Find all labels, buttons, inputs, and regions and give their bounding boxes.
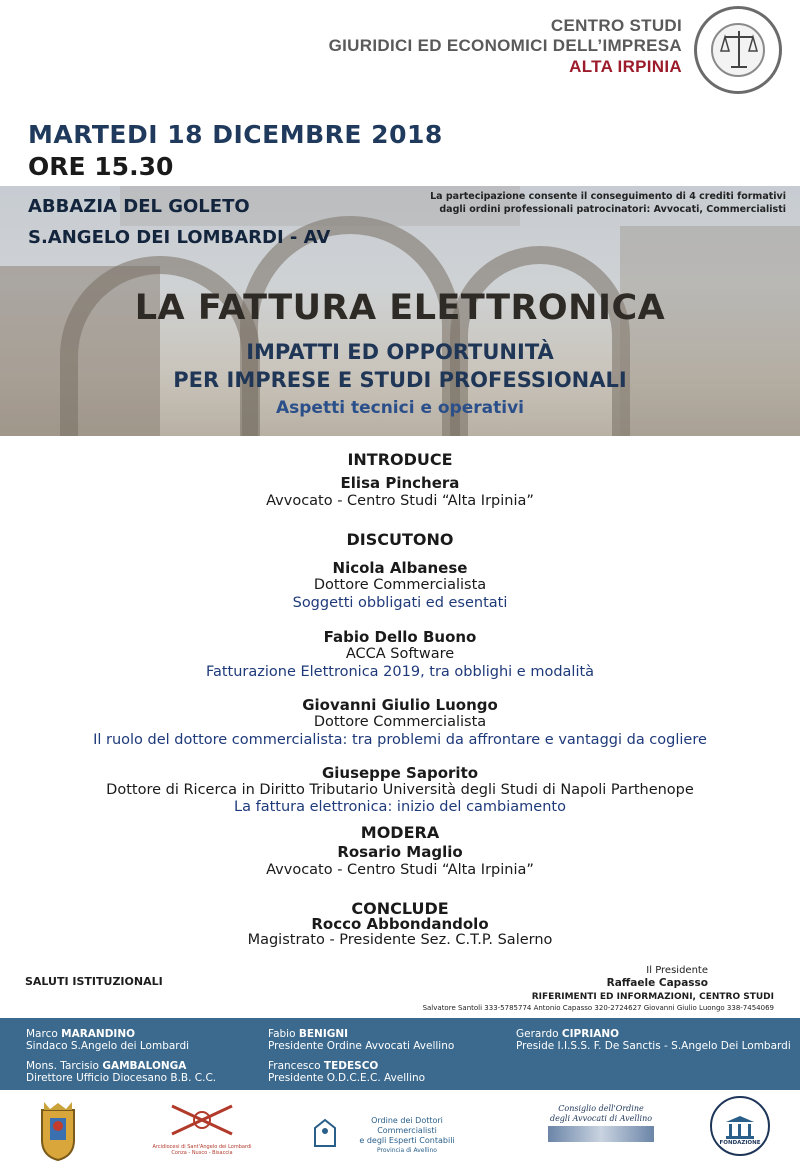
- event-title: LA FATTURA ELETTRONICA: [134, 288, 666, 328]
- bar-council-label1: Consiglio dell'Ordine: [558, 1104, 644, 1113]
- modera-name: Rosario Maglio: [337, 843, 463, 861]
- archdiocese-logo: [152, 1100, 252, 1156]
- person-first-name: Mons. Tarcisio: [26, 1060, 103, 1072]
- person-role: Sindaco S.Angelo dei Lombardi: [26, 1040, 190, 1052]
- speaker-role: Dottore Commercialista: [313, 577, 487, 593]
- event-time: ORE 15.30: [28, 152, 174, 181]
- president-label: Il Presidente: [646, 965, 708, 976]
- bar-council-logo: [548, 1104, 654, 1148]
- person-last-name: MARANDINO: [61, 1028, 136, 1040]
- person-first-name: Marco: [26, 1028, 62, 1040]
- conclude-role: Magistrato - Presidente Sez. C.T.P. Salerno: [247, 932, 553, 948]
- modera-role: Avvocato - Centro Studi “Alta Irpinia”: [266, 862, 534, 878]
- person-last-name: BENIGNI: [298, 1028, 349, 1040]
- archdiocese-label: Arcidiocesi di Sant'Angelo dei Lombardi: [152, 1144, 252, 1150]
- info-heading: RIFERIMENTI ED INFORMAZIONI, CENTRO STUDI: [531, 992, 774, 1002]
- info-contacts: Salvatore Santoli 333-5785774 Antonio Capasso 320-2724627 Giovanni Giulio Luongo 338-7454069: [422, 1004, 774, 1012]
- speaker-topic: Soggetti obbligati ed esentati: [292, 595, 508, 611]
- archdiocese-sublabel: Conza - Nusco - Bisaccia: [171, 1150, 233, 1156]
- person-role: Direttore Ufficio Diocesano B.B. C.C.: [26, 1072, 217, 1084]
- introduce-role: Avvocato - Centro Studi “Alta Irpinia”: [266, 493, 534, 509]
- temple-icon: [724, 1114, 756, 1140]
- person-role: Preside I.I.S.S. F. De Sanctis - S.Angelo Dei Lombardi: [516, 1040, 791, 1052]
- odcec-label2: e degli Esperti Contabili: [359, 1136, 455, 1145]
- centro-studi-seal-logo: [694, 6, 782, 94]
- odcec-label1: Ordine dei Dottori Commercialisti: [371, 1116, 443, 1135]
- person-last-name: CIPRIANO: [561, 1028, 620, 1040]
- person-role: Presidente O.D.C.E.C. Avellino: [268, 1072, 426, 1084]
- sponsor-logos-row: [0, 1090, 800, 1175]
- introduce-heading: INTRODUCE: [347, 450, 453, 469]
- saluti-heading: SALUTI ISTITUZIONALI: [25, 975, 163, 988]
- speaker-name: Fabio Dello Buono: [323, 628, 477, 646]
- crossed-keys-icon: [162, 1100, 242, 1140]
- scales-of-justice-icon: [719, 27, 759, 73]
- person-first-name: Fabio: [268, 1028, 299, 1040]
- conclude-heading: CONCLUDE: [351, 899, 449, 918]
- org-name-line3: ALTA IRPINIA: [569, 57, 682, 76]
- org-name-line1: CENTRO STUDI: [550, 16, 682, 35]
- discutono-heading: DISCUTONO: [346, 530, 454, 549]
- bar-council-label2: degli Avvocati di Avellino: [549, 1114, 653, 1123]
- president-signature: [607, 964, 708, 990]
- person-role: Presidente Ordine Avvocati Avellino: [268, 1040, 455, 1052]
- fondazione-label: FONDAZIONE: [719, 1140, 761, 1146]
- speaker-topic: Fatturazione Elettronica 2019, tra obblighi e modalità: [205, 664, 595, 680]
- greeting-person: [268, 1060, 425, 1084]
- event-subtitle-1: IMPATTI ED OPPORTUNITÀ: [246, 340, 554, 364]
- president-name: Raffaele Capasso: [606, 977, 708, 989]
- event-date: MARTEDI 18 DICEMBRE 2018: [28, 120, 443, 149]
- person-first-name: Francesco: [268, 1060, 324, 1072]
- greeting-person: [26, 1028, 189, 1052]
- building-icon: [312, 1116, 338, 1148]
- speaker-role: Dottore Commercialista: [313, 714, 487, 730]
- venue-name: ABBAZIA DEL GOLETO: [28, 196, 250, 217]
- person-last-name: GAMBALONGA: [102, 1060, 187, 1072]
- person-last-name: TEDESCO: [323, 1060, 379, 1072]
- speaker-name: Nicola Albanese: [332, 559, 468, 577]
- event-subtitle-2: PER IMPRESE E STUDI PROFESSIONALI: [173, 368, 627, 392]
- odcec-label3: Provincia di Avellino: [377, 1147, 437, 1154]
- org-name-line2: GIURIDICI ED ECONOMICI DELL’IMPRESA: [328, 36, 682, 55]
- speaker-topic: La fattura elettronica: inizio del cambiamento: [234, 799, 566, 815]
- greeting-person: [516, 1028, 791, 1052]
- modera-heading: MODERA: [360, 823, 440, 842]
- event-subtitle-3: Aspetti tecnici e operativi: [275, 398, 524, 418]
- credits-line2: dagli ordini professionali patrocinatori: Avvocati, Commercialisti: [439, 204, 786, 215]
- greeting-person: [26, 1060, 216, 1084]
- municipal-coat-of-arms-icon: [38, 1100, 78, 1162]
- fondazione-logo: [710, 1096, 770, 1156]
- speaker-role: ACCA Software: [345, 646, 455, 662]
- speaker-topic: Il ruolo del dottore commercialista: tra problemi da affrontare e vantaggi da cogliere: [93, 732, 707, 748]
- introduce-name: Elisa Pinchera: [340, 474, 460, 492]
- speaker-name: Giovanni Giulio Luongo: [302, 696, 498, 714]
- institutional-greetings-band: [0, 1018, 800, 1090]
- venue-location: S.ANGELO DEI LOMBARDI - AV: [28, 227, 331, 248]
- conclude-name: Rocco Abbondandolo: [311, 915, 489, 933]
- person-first-name: Gerardo: [516, 1028, 562, 1040]
- credits-line1: La partecipazione consente il conseguimento di 4 crediti formativi: [430, 191, 786, 202]
- speaker-name: Giuseppe Saporito: [321, 764, 479, 782]
- greeting-person: [268, 1028, 454, 1052]
- speaker-role: Dottore di Ricerca in Diritto Tributario Università degli Studi di Napoli Parthenope: [106, 782, 694, 798]
- credits-note: [396, 190, 786, 216]
